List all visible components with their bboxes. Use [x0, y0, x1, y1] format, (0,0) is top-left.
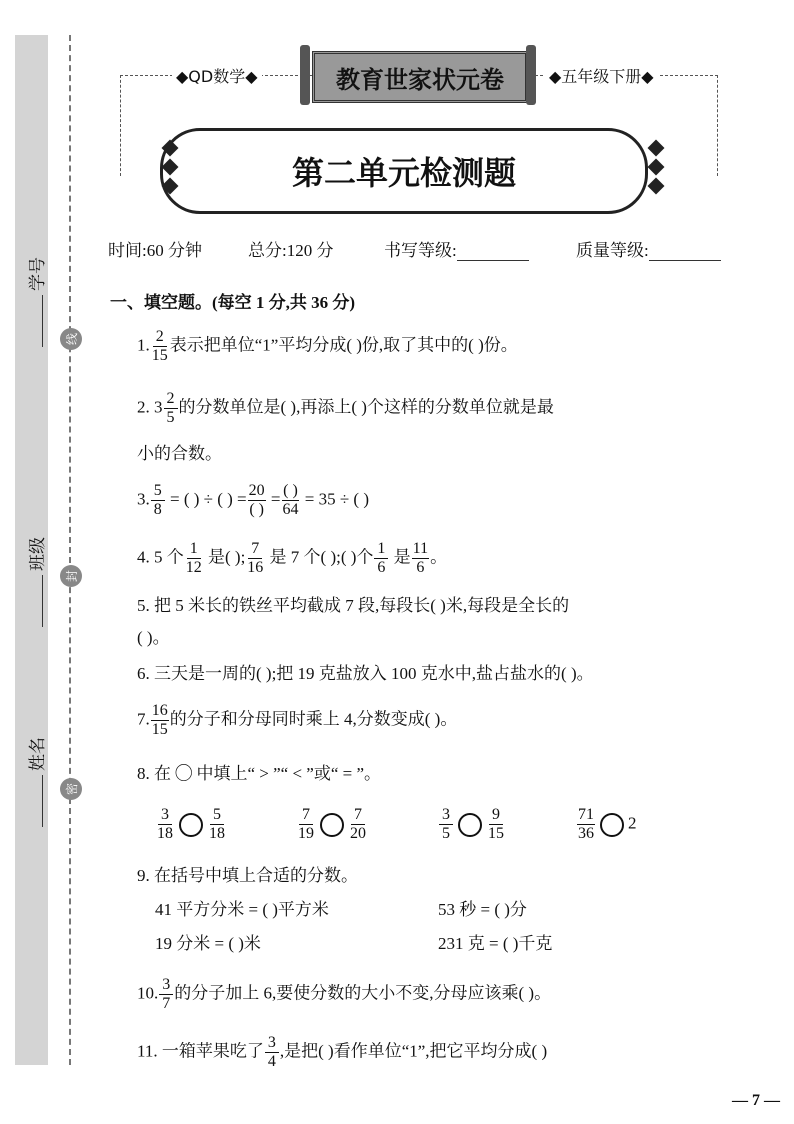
- question-1: 1. $\frac{2}{15}$ 表示把单位“1”平均分成( )份,取了其中的( )份。: [137, 328, 518, 364]
- compare-item: $\frac{3}{5}$ $\frac{9}{15}$: [438, 806, 506, 843]
- question-7: 7. $\frac{16}{15}$ 的分子和分母同时乘上 4,分数变成( )。: [137, 702, 458, 738]
- grade-label: ◆五年级下册◆: [545, 64, 658, 87]
- question-11: 11. 一箱苹果吃了 $\frac{3}{4}$ ,是把( )看作单位“1”,把它平均分成( ): [137, 1034, 548, 1070]
- writing-grade: 书写等级:: [384, 236, 529, 261]
- seal-line-mark: 线: [60, 328, 82, 350]
- question-3: 3. $\frac{5}{8}$ = ( ) ÷ ( ) = $\frac{20}{( )}$ = $\frac{( )}{64}$ = 35 ÷ ( ): [137, 482, 369, 518]
- series-banner: [300, 45, 536, 107]
- compare-item: $\frac{7}{19}$ $\frac{7}{20}$: [298, 806, 366, 842]
- seal-seal-mark: 封: [60, 565, 82, 587]
- question-2-line2: 小的合数。: [137, 444, 222, 463]
- question-6: 6. 三天是一周的( );把 19 克盐放入 100 克水中,盐占盐水的( )。: [137, 664, 594, 683]
- student-no-label: 学号: [23, 257, 47, 347]
- score-info: 总分:120 分: [248, 241, 334, 260]
- question-5: 5. 把 5 米长的铁丝平均截成 7 段,每段长( )米,每段是全长的: [137, 596, 570, 615]
- conversion-item: 53 秒 = ( )分: [438, 900, 527, 919]
- answer-circle[interactable]: [600, 813, 624, 837]
- diamond-icon-right: [646, 140, 666, 194]
- cut-line: [69, 35, 71, 1065]
- conversion-item: 19 分米 = ( )米: [155, 934, 261, 953]
- question-8: 8. 在 ◯ 中填上“ > ”“ < ”或“ = ”。: [137, 764, 382, 783]
- answer-circle[interactable]: [458, 813, 482, 837]
- section-heading: 一、填空题。(每空 1 分,共 36 分): [110, 293, 356, 312]
- conversion-item: 231 克 = ( )千克: [438, 934, 553, 953]
- question-4: 4. 5 个 $\frac{1}{12}$ 是( ); $\frac{7}{16}$ 是 7 个( );( )个 $\frac{1}{6}$ 是 $\frac{11}{6}$ 。: [137, 540, 448, 576]
- question-2: 2. 3 $\frac{2}{5}$ 的分数单位是( ),再添上( )个这样的分数单位就是最: [137, 390, 554, 426]
- time-info: 时间:60 分钟: [108, 241, 202, 260]
- class-label: 班级: [23, 537, 47, 627]
- question-10: 10. $\frac{3}{7}$ 的分子加上 6,要使分数的大小不变,分母应该乘( )。: [137, 976, 552, 1012]
- page-number: — 7 —: [732, 1092, 780, 1109]
- answer-circle[interactable]: [179, 813, 203, 837]
- subject-label: ◆QD数学◆: [172, 64, 262, 87]
- quality-grade: 质量等级:: [576, 236, 721, 261]
- seal-dense-mark: 密: [60, 778, 82, 800]
- name-label: 姓名: [23, 737, 47, 827]
- conversion-item: 41 平方分米 = ( )平方米: [155, 900, 329, 919]
- compare-item: $\frac{71}{36}$ 2: [578, 806, 637, 842]
- question-5-line2: ( )。: [137, 628, 170, 647]
- series-title: 教育世家状元卷: [312, 51, 528, 103]
- question-9: 9. 在括号中填上合适的分数。: [137, 866, 358, 885]
- compare-item: $\frac{3}{18}$ $\frac{5}{18}$: [157, 806, 225, 842]
- answer-circle[interactable]: [320, 813, 344, 837]
- page-title: 第二单元检测题: [160, 128, 648, 214]
